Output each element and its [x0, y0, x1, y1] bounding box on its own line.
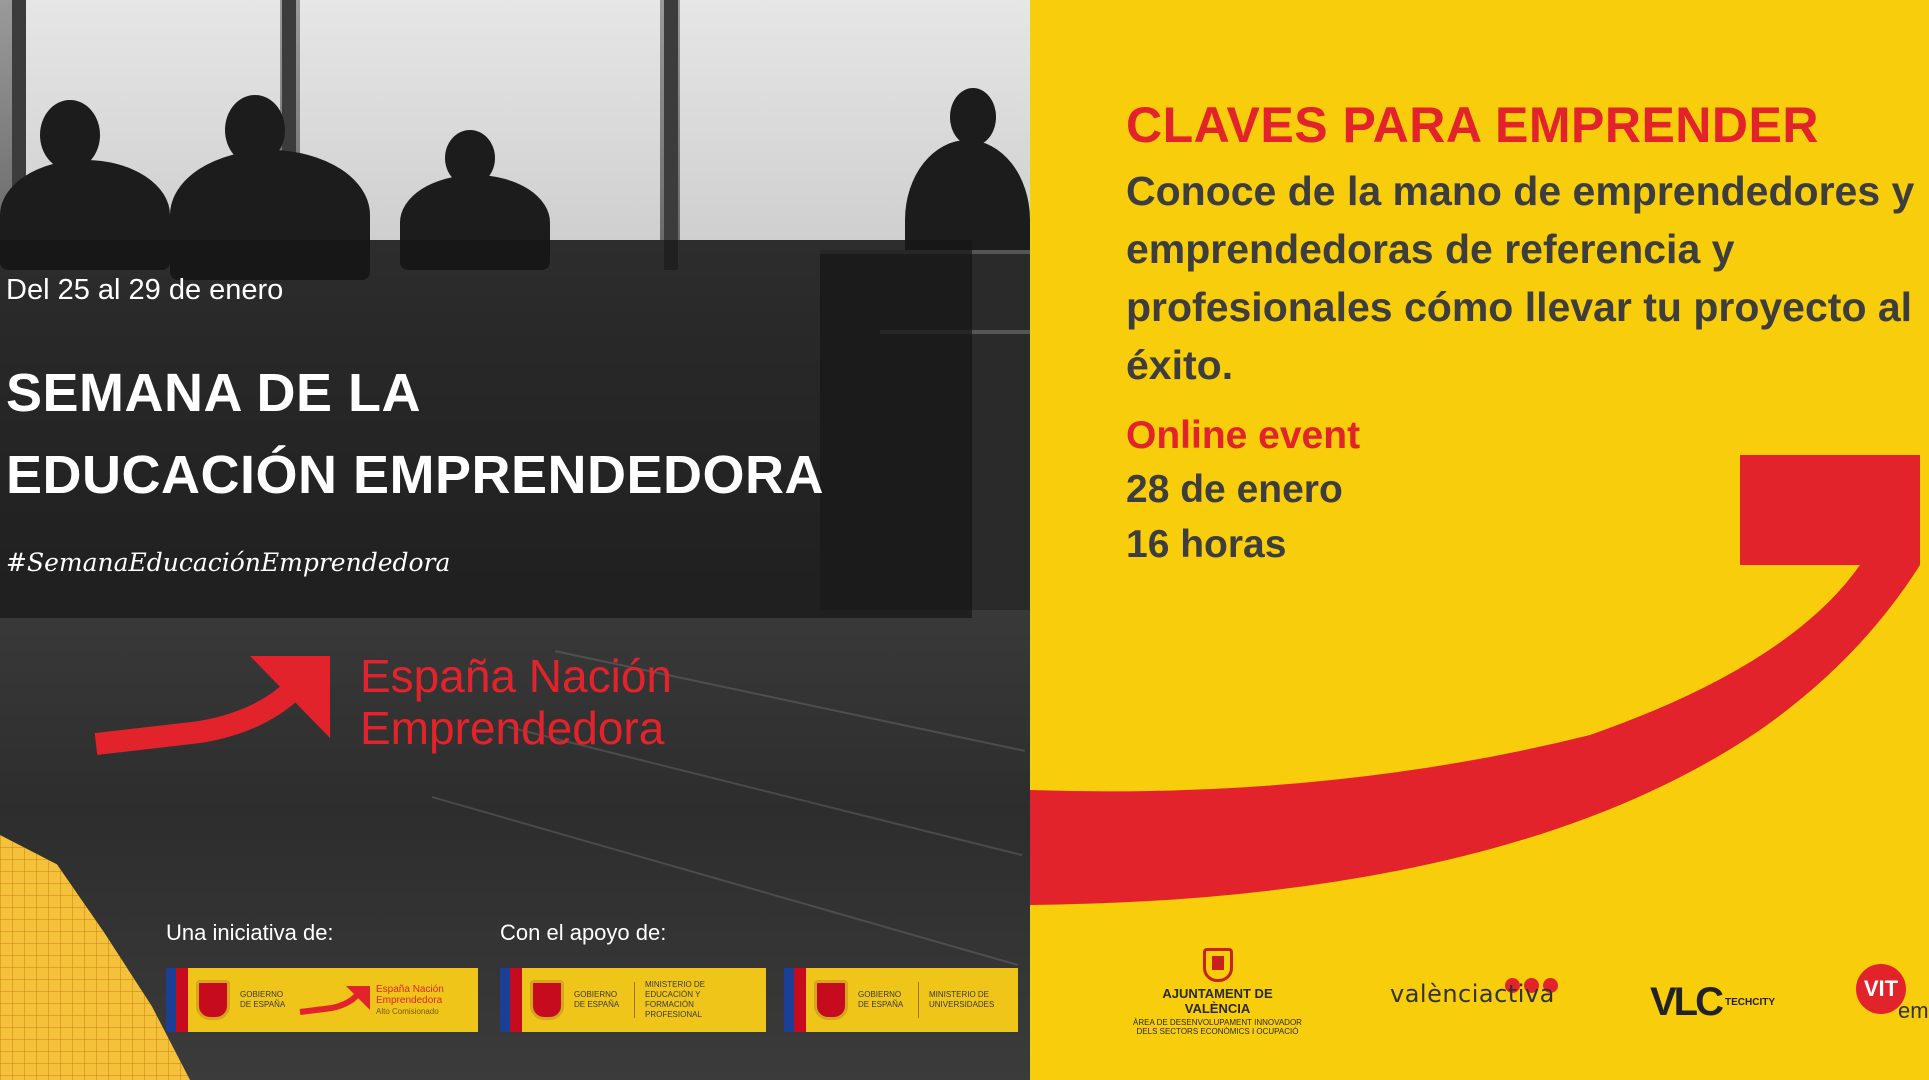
- flag-icon: [500, 968, 522, 1032]
- initiative-label: Una iniciativa de:: [166, 920, 334, 945]
- ajuntament-valencia-logo: [1130, 948, 1305, 1036]
- gobierno-ene-logo: [166, 968, 478, 1032]
- event-date: 28 de enero: [1126, 468, 1343, 511]
- brand-line: España Nación: [360, 650, 672, 702]
- title-line: SEMANA DE LA: [6, 363, 422, 423]
- brand-name: [360, 650, 672, 754]
- coat-of-arms-icon: [814, 980, 848, 1020]
- vlc-mark: VLC: [1650, 980, 1721, 1024]
- coat-of-arms-icon: [530, 980, 564, 1020]
- gov-label: GOBIERNO DE ESPAÑA: [240, 990, 286, 1009]
- vit-logo-text: em: [1898, 998, 1929, 1023]
- coat-of-arms-icon: [196, 980, 230, 1020]
- gov-label: GOBIERNO DE ESPAÑA: [574, 990, 620, 1009]
- page-title: [6, 352, 824, 516]
- window-mullion: [664, 0, 678, 270]
- divider: [918, 982, 919, 1018]
- valencia-activa-logo: valènciactiva: [1390, 980, 1555, 1008]
- info-panel: [1030, 0, 1929, 1080]
- vlc-techcity-logo: [1650, 980, 1775, 1025]
- support-label: Con el apoyo de:: [500, 920, 667, 945]
- ministry-label: MINISTERIO DE UNIVERSIDADES: [929, 990, 995, 1009]
- brand-line: Emprendedora: [360, 702, 665, 754]
- ene-mini-text: [376, 984, 444, 1017]
- person-head: [950, 88, 996, 146]
- flag-icon: [784, 968, 806, 1032]
- event-time: 16 horas: [1126, 523, 1287, 566]
- hashtag: #SemanaEducaciónEmprendedora: [6, 548, 451, 577]
- event-format: Online event: [1126, 414, 1361, 457]
- gov-label: GOBIERNO DE ESPAÑA: [858, 990, 904, 1009]
- techcity-label: TECHCITY: [1725, 997, 1775, 1008]
- ene-mini-line: Alto Comisionado: [376, 1006, 439, 1016]
- gobierno-educacion-logo: [500, 968, 766, 1032]
- event-dates: Del 25 al 29 de enero: [6, 274, 284, 306]
- vit-logo: VIT: [1856, 964, 1906, 1014]
- crest-icon: [1203, 948, 1233, 982]
- ene-mini-line: Emprendedora: [376, 994, 443, 1006]
- ene-mini-line: España Nación: [376, 983, 444, 995]
- decorative-grid-paper: [0, 835, 190, 1080]
- ministry-label: MINISTERIO DE EDUCACIÓN Y FORMACIÓN PROFESIONAL: [645, 980, 706, 1019]
- title-line: EDUCACIÓN EMPRENDEDORA: [6, 445, 825, 505]
- arrow-up-right-icon: [90, 648, 340, 758]
- event-description: Conoce de la mano de emprendedores y emprendedoras de referencia y profesionales cómo llevar tu proyecto al éxito.: [1126, 168, 1915, 388]
- divider: [634, 982, 635, 1018]
- flag-icon: [166, 968, 188, 1032]
- gobierno-universidades-logo: [784, 968, 1018, 1032]
- event-title: CLAVES PARA EMPRENDER: [1126, 97, 1819, 153]
- arrow-up-right-icon: [298, 984, 372, 1016]
- sponsor-subtitle: ÀREA DE DESENVOLUPAMENT INNOVADOR DELS SECTORS ECONÒMICS I OCUPACIÓ: [1133, 1018, 1302, 1036]
- sponsor-name: AJUNTAMENT DE VALÈNCIA: [1162, 986, 1273, 1016]
